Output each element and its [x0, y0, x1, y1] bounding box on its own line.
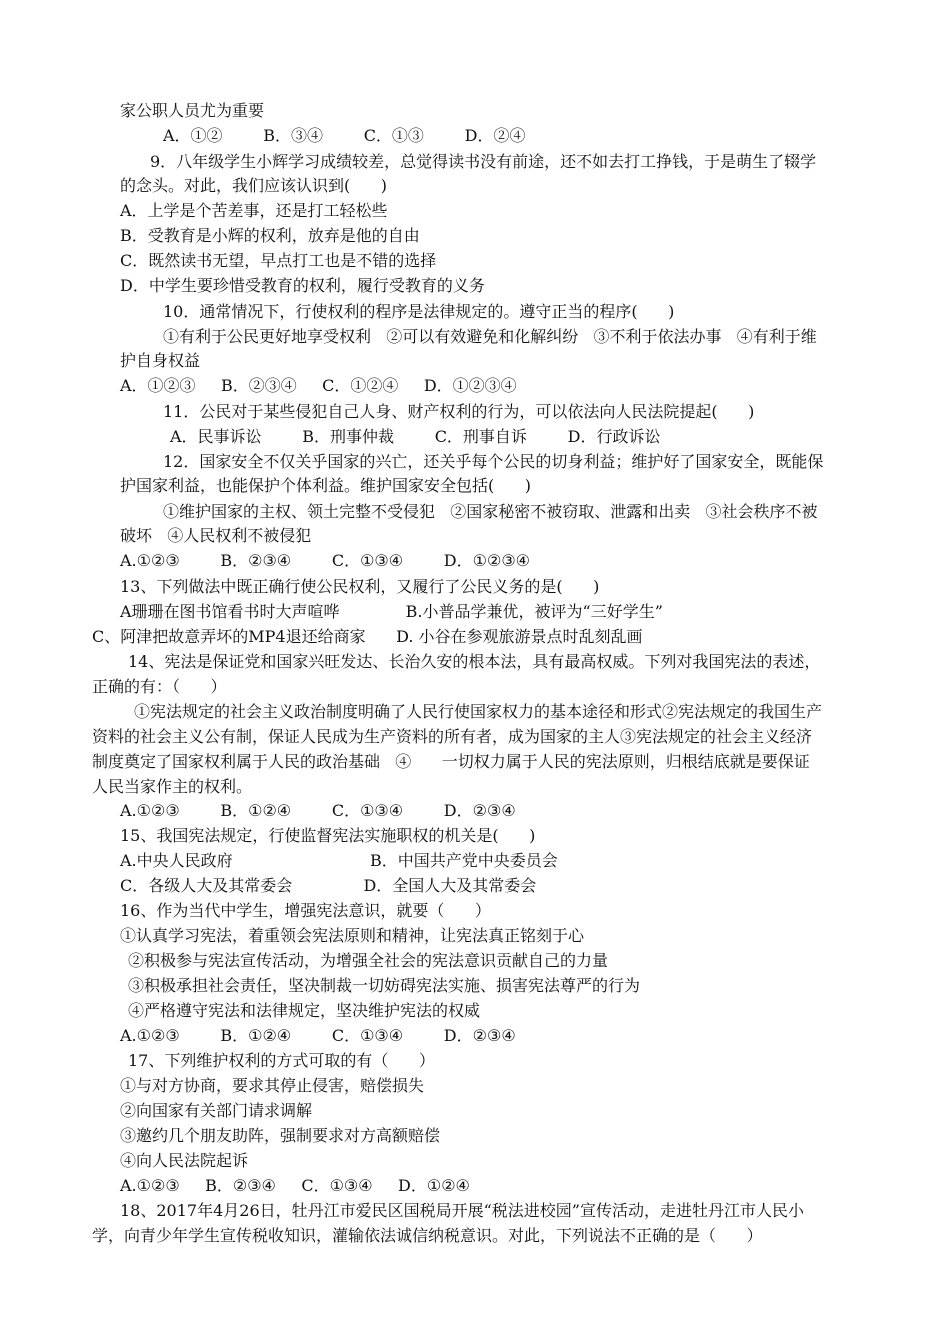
text-line: 护自身权益	[120, 351, 201, 370]
text-line: 家公职人员尤为重要	[120, 101, 265, 120]
answer-options: A.①②③ B．①②④ C．①③④ D．②③④	[120, 801, 516, 820]
answer-option: A．上学是个苦差事，还是打工轻松些	[120, 201, 388, 220]
question-14: 14、宪法是保证党和国家兴旺发达、长治久安的根本法，具有最高权威。下列对我国宪法的表述，	[128, 652, 821, 671]
answer-option: B．受教育是小辉的权利，放弃是他的自由	[120, 226, 420, 245]
statement-text: ①宪法规定的社会主义政治制度明确了人民行使国家权力的基本途径和形式②宪法规定的我国生产	[134, 702, 823, 721]
statement-item: ①认真学习宪法，着重领会宪法原则和精神，让宪法真正铭刻于心	[120, 926, 585, 945]
statement-item: ④向人民法院起诉	[120, 1151, 249, 1170]
question-10: 10．通常情况下，行使权利的程序是法律规定的。遵守正当的程序( )	[163, 302, 675, 321]
answer-options: C．各级人大及其常委会 D．全国人大及其常委会	[120, 876, 537, 895]
statement-text: 制度奠定了国家权利属于人民的政治基础 ④ 一切权力属于人民的宪法原则，归根结底就是要保证	[92, 752, 810, 771]
statement-item: ①与对方协商，要求其停止侵害，赔偿损失	[120, 1076, 425, 1095]
answer-options: A．民事诉讼 B．刑事仲裁 C．刑事自诉 D．行政诉讼	[170, 427, 661, 446]
answer-options: A．①②③ B．②③④ C．①②④ D．①②③④	[120, 376, 517, 395]
question-18: 18、2017年4月26日，牡丹江市爱民区国税局开展“税法进校园”宣传活动，走进牡丹江市人民小	[120, 1201, 804, 1220]
statement-text: 资料的社会主义公有制，保证人民成为生产资料的所有者，成为国家的主人③宪法规定的社会主义经济	[92, 727, 813, 746]
statement-text: 人民当家作主的权利。	[92, 777, 253, 796]
statement-item: ③邀约几个朋友助阵，强制要求对方高额赔偿	[120, 1126, 441, 1145]
answer-options: A.①②③ B．②③④ C．①③④ D．①②③④	[120, 551, 531, 570]
statement-item: ④严格遵守宪法和法律规定，坚决维护宪法的权威	[128, 1001, 481, 1020]
text-line: 学，向青少年学生宣传税收知识，灌输依法诚信纳税意识。对此，下列说法不正确的是（ ）	[92, 1226, 763, 1245]
question-16: 16、作为当代中学生，增强宪法意识，就要（ ）	[120, 901, 491, 920]
question-13: 13、下列做法中既正确行使公民权利，又履行了公民义务的是( )	[120, 577, 600, 596]
text-line: 护国家利益，也能保护个体利益。维护国家安全包括( )	[120, 476, 532, 495]
answer-option: C．既然读书无望，早点打工也是不错的选择	[120, 251, 437, 270]
question-11: 11．公民对于某些侵犯自己人身、财产权利的行为，可以依法向人民法院提起( )	[163, 402, 755, 421]
answer-option: D．中学生要珍惜受教育的权利，履行受教育的义务	[120, 276, 485, 295]
statement-item: ③积极承担社会责任，坚决制裁一切妨碍宪法实施、损害宪法尊严的行为	[128, 976, 641, 995]
statement-list: ①维护国家的主权、领土完整不受侵犯 ②国家秘密不被窃取、泄露和出卖 ③社会秩序不被	[163, 502, 818, 521]
answer-options: C、阿津把故意弄坏的MP4退还给商家 D. 小谷在参观旅游景点时乱刻乱画	[92, 627, 643, 646]
statement-item: ②向国家有关部门请求调解	[120, 1101, 313, 1120]
text-line: 的念头。对此，我们应该认识到( )	[120, 176, 388, 195]
answer-options: A.①②③ B．②③④ C．①③④ D．①②④	[120, 1176, 470, 1195]
answer-options: A.中央人民政府 B．中国共产党中央委员会	[120, 851, 558, 870]
statement-item: ②积极参与宪法宣传活动，为增强全社会的宪法意识贡献自己的力量	[128, 951, 609, 970]
question-15: 15、我国宪法规定，行使监督宪法实施职权的机关是( )	[120, 826, 536, 845]
question-17: 17、下列维护权利的方式可取的有（ ）	[128, 1051, 435, 1070]
question-9: 9．八年级学生小辉学习成绩较差，总觉得读书没有前途，还不如去打工挣钱，于是萌生了辍学	[150, 152, 817, 171]
answer-options: A珊珊在图书馆看书时大声喧哗 B.小普品学兼优，被评为“三好学生”	[120, 602, 663, 621]
text-line: 正确的有：（ ）	[92, 677, 227, 696]
text-line: 破坏 ④人民权利不被侵犯	[120, 526, 312, 545]
answer-options: A.①②③ B．①②④ C．①③④ D．②③④	[120, 1026, 516, 1045]
statement-list: ①有利于公民更好地享受权利 ②可以有效避免和化解纠纷 ③不利于依法办事 ④有利于维	[163, 327, 817, 346]
answer-options: A．①② B．③④ C．①③ D．②④	[163, 126, 526, 145]
question-12: 12．国家安全不仅关乎国家的兴亡，还关乎每个公民的切身利益；维护好了国家安全，既能保	[163, 452, 824, 471]
